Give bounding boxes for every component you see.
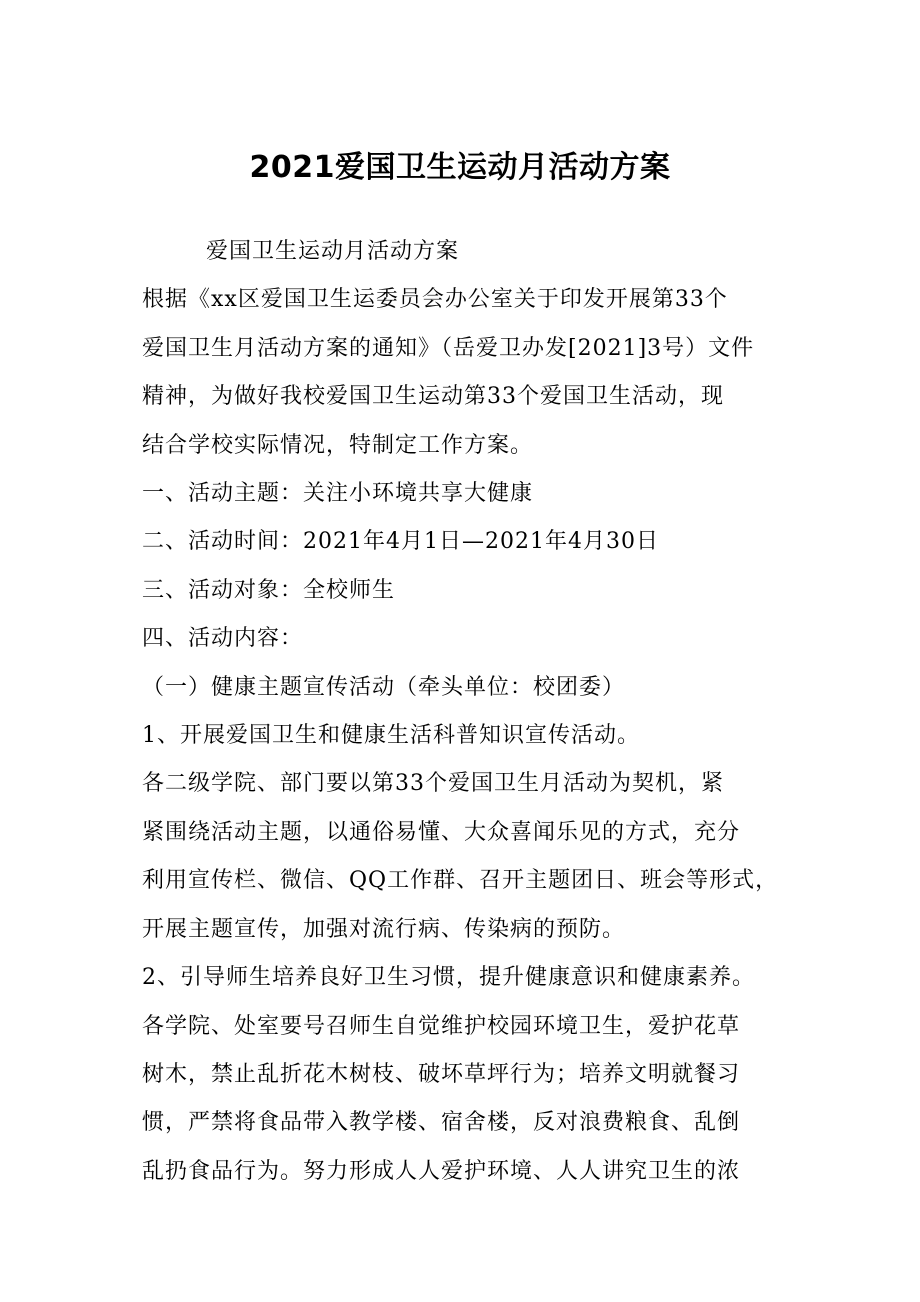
- item-heading: 2、引导师生培养良好卫生习惯，提升健康意识和健康素养。: [142, 965, 755, 991]
- body-line: 紧围绕活动主题，以通俗易懂、大众喜闻乐见的方式，充分: [142, 819, 741, 845]
- subsection-heading: （一）健康主题宣传活动（牵头单位：校团委）: [142, 674, 626, 700]
- section-theme: 一、活动主题：关注小环境共享大健康: [142, 481, 534, 507]
- item-heading: 1、开展爱国卫生和健康生活科普知识宣传活动。: [142, 723, 640, 749]
- body-line: 利用宣传栏、微信、QQ工作群、召开主题团日、班会等形式，: [142, 868, 779, 894]
- body-line: 各学院、处室要号召师生自觉维护校园环境卫生，爱护花草: [142, 1013, 741, 1039]
- body-line: 精神，为做好我校爱国卫生运动第33个爱国卫生活动，现: [142, 384, 724, 410]
- section-time: 二、活动时间：2021年4月1日—2021年4月30日: [142, 529, 659, 555]
- body-line: 树木，禁止乱折花木树枝、破坏草坪行为；培养文明就餐习: [142, 1061, 741, 1087]
- body-line: 结合学校实际情况，特制定工作方案。: [142, 432, 534, 458]
- body-line: 乱扔食品行为。努力形成人人爱护环境、人人讲究卫生的浓: [142, 1158, 741, 1184]
- body-line: 各二级学院、部门要以第33个爱国卫生月活动为契机，紧: [142, 771, 724, 797]
- subtitle-line: 爱国卫生运动月活动方案: [206, 239, 460, 264]
- body-line: 惯，严禁将食品带入教学楼、宿舍楼，反对浪费粮食、乱倒: [142, 1110, 741, 1136]
- body-line: 开展主题宣传，加强对流行病、传染病的预防。: [142, 916, 626, 942]
- document-title: 2021爱国卫生运动月活动方案: [249, 150, 671, 185]
- section-content: 四、活动内容：: [142, 626, 304, 652]
- body-line: 根据《xx区爱国卫生运委员会办公室关于印发开展第33个: [142, 287, 728, 313]
- body-line: 爱国卫生月活动方案的通知》（岳爱卫办发[2021]3号）文件: [142, 335, 755, 361]
- document-body: [142, 228, 792, 1196]
- section-target: 三、活动对象：全校师生: [142, 577, 396, 603]
